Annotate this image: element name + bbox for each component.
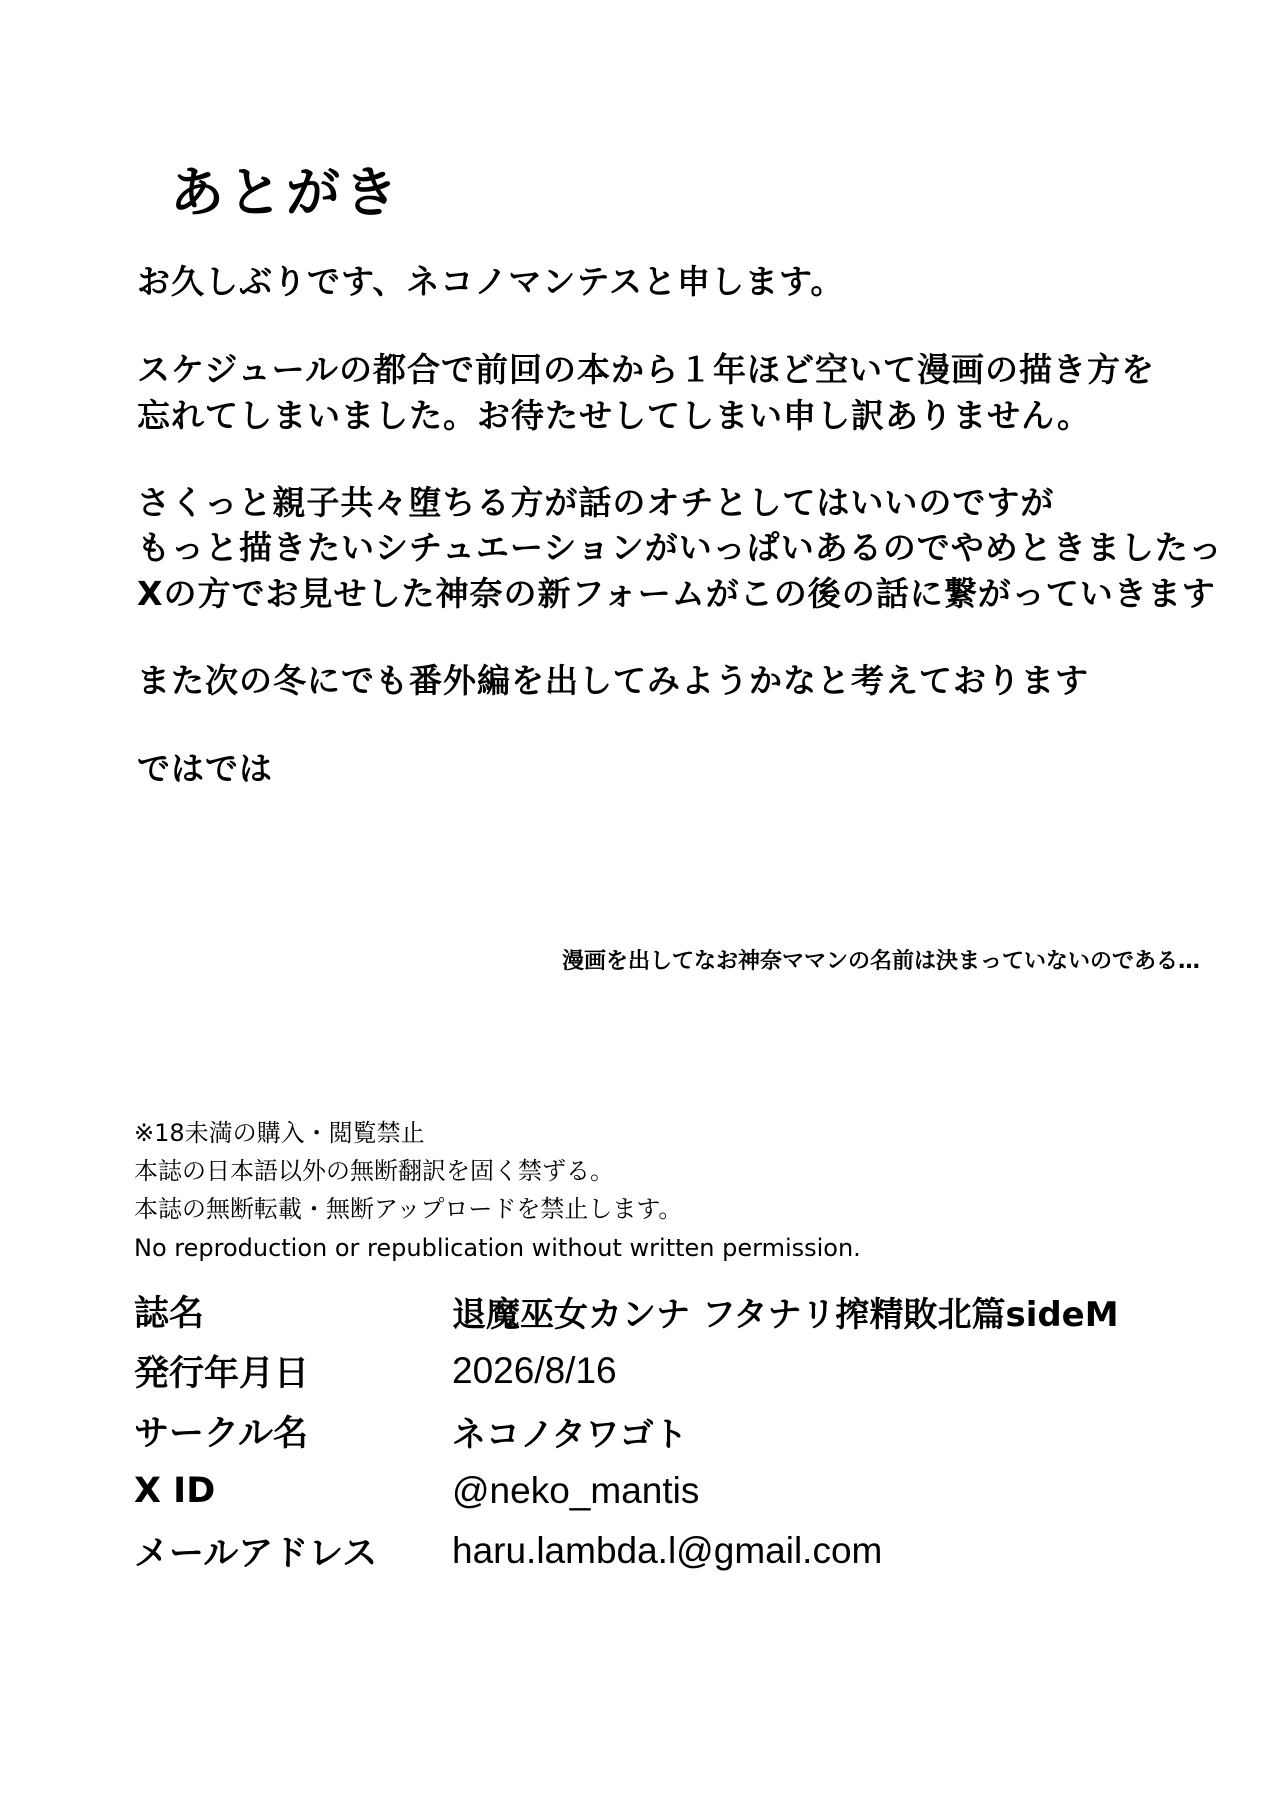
colophon-value: ネコノタワゴト — [452, 1414, 688, 1455]
colophon-row-email — [134, 1526, 882, 1576]
colophon-label: サークル名 — [134, 1414, 308, 1454]
notice-translation: 本誌の日本語以外の無断翻訳を固く禁ずる。 — [134, 1157, 614, 1185]
afterword-line: 忘れてしまいました。お待たせしてしまい申し訳ありません。 — [137, 396, 1091, 435]
afterword-line: Xの方でお見せした神奈の新フォームがこの後の話に繋がっていきます — [137, 574, 1216, 613]
colophon-label: 誌名 — [134, 1294, 205, 1334]
afterword-footnote: 漫画を出してなお神奈ママンの名前は決まっていないのである… — [561, 949, 1200, 974]
colophon-value: @neko_mantis — [452, 1470, 700, 1511]
colophon-value: haru.lambda.l@gmail.com — [452, 1530, 883, 1571]
colophon-row-date — [134, 1346, 617, 1396]
colophon-label: X ID — [134, 1471, 216, 1511]
notice-reprint: 本誌の無断転載・無断アップロードを禁止します。 — [134, 1195, 683, 1223]
afterword-line: もっと描きたいシチュエーションがいっぱいあるのでやめときましたっ — [137, 528, 1223, 567]
afterword-line: スケジュールの都合で前回の本から１年ほど空いて漫画の描き方を — [137, 350, 1156, 389]
colophon-label: 発行年月日 — [134, 1354, 310, 1394]
colophon-row-title — [134, 1286, 1119, 1336]
afterword-line: さくっと親子共々堕ちる方が話のオチとしてはいいのですが — [137, 483, 1055, 522]
afterword-line: ではでは — [137, 749, 273, 788]
colophon-row-circle — [134, 1406, 688, 1456]
colophon-value: 2026/8/16 — [452, 1350, 617, 1391]
colophon-value: 退魔巫女カンナ フタナリ搾精敗北篇sideM — [452, 1294, 1119, 1335]
colophon-row-x-id — [134, 1466, 699, 1516]
notice-english: No reproduction or republication without written permission. — [134, 1234, 861, 1262]
notice-age-restriction: ※18未満の購入・閲覧禁止 — [134, 1119, 425, 1147]
afterword-line: また次の冬にでも番外編を出してみようかなと考えております — [137, 661, 1089, 700]
page-title: あとがき — [170, 160, 402, 224]
afterword-line: お久しぶりです、ネコノマンテスと申します。 — [137, 262, 845, 301]
colophon-label: メールアドレス — [134, 1534, 378, 1574]
